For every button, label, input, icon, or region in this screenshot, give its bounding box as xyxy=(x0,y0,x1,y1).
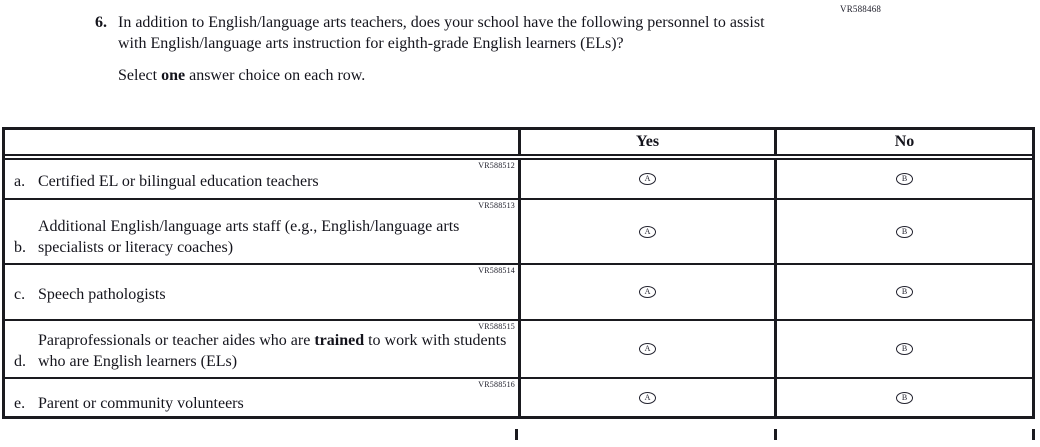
row-e-no-option-bubble[interactable]: B xyxy=(896,392,913,404)
row-b-yes-cell xyxy=(518,200,774,263)
row-d-yes-option-bubble[interactable]: A xyxy=(639,343,656,355)
row-e-no-cell xyxy=(774,379,1032,416)
question-text: In addition to English/language arts teachers, does your school have the following personnel to assist with English/language arts instruction for eighth-grade English learners (ELs)? xyxy=(118,14,765,52)
row-c-variable-code: VR588514 xyxy=(478,266,515,275)
row-d-no-option-bubble[interactable]: B xyxy=(896,343,913,355)
instruction-post: answer choice on each row. xyxy=(185,67,366,84)
table-row-e xyxy=(5,377,1032,416)
header-empty-cell xyxy=(5,130,518,154)
row-a-label-cell xyxy=(5,160,518,198)
row-a-letter: a. xyxy=(14,173,26,190)
row-e-variable-code: VR588516 xyxy=(478,380,515,389)
row-a-no-cell xyxy=(774,160,1032,198)
row-c-no-option-bubble[interactable]: B xyxy=(896,286,913,298)
table-row-b xyxy=(5,198,1032,263)
row-c-letter: c. xyxy=(14,286,26,303)
row-b-yes-option-bubble[interactable]: A xyxy=(639,226,656,238)
table-row-a xyxy=(5,160,1032,198)
row-b-item xyxy=(5,200,518,263)
header-yes-cell xyxy=(518,130,774,154)
row-b-text: Additional English/language arts staff (e.g., English/language arts specialists or literacy coaches) xyxy=(38,218,460,256)
yes-column-header: Yes xyxy=(635,133,660,150)
row-d-text-bold: trained xyxy=(314,332,365,349)
row-d-item xyxy=(5,321,518,377)
row-c-item xyxy=(5,265,518,319)
row-a-no-option-bubble[interactable]: B xyxy=(896,173,913,185)
column-border-stub xyxy=(1032,429,1035,440)
row-a-item xyxy=(5,160,518,198)
row-a-variable-code: VR588512 xyxy=(478,161,515,170)
row-c-label-cell xyxy=(5,265,518,319)
question-number: 6. xyxy=(95,14,107,31)
row-e-yes-option-bubble[interactable]: A xyxy=(639,392,656,404)
row-b-variable-code: VR588513 xyxy=(478,201,515,210)
column-border-stub xyxy=(774,429,777,440)
row-e-label-cell xyxy=(5,379,518,416)
form-variable-code: VR588468 xyxy=(840,4,882,14)
row-b-no-option-bubble[interactable]: B xyxy=(896,226,913,238)
row-d-no-cell xyxy=(774,321,1032,377)
row-a-text: Certified EL or bilingual education teachers xyxy=(38,173,319,190)
row-b-letter: b. xyxy=(14,239,26,256)
header-no-cell xyxy=(774,130,1032,154)
answer-table xyxy=(2,127,1035,419)
question-body xyxy=(118,12,768,86)
row-d-variable-code: VR588515 xyxy=(478,322,515,331)
no-column-header: No xyxy=(894,133,915,150)
row-b-no-cell xyxy=(774,200,1032,263)
row-b-label-cell xyxy=(5,200,518,263)
row-d-text xyxy=(38,330,512,372)
row-d-text-post: to work with students who are English learners (ELs) xyxy=(38,332,507,370)
row-e-letter: e. xyxy=(14,395,26,412)
question-instruction xyxy=(118,65,768,86)
row-d-text-pre: Paraprofessionals or teacher aides who are xyxy=(38,332,315,349)
row-e-item xyxy=(5,379,518,416)
instruction-pre: Select xyxy=(118,67,162,84)
row-e-text: Parent or community volunteers xyxy=(38,395,244,412)
row-c-yes-option-bubble[interactable]: A xyxy=(639,286,656,298)
row-c-yes-cell xyxy=(518,265,774,319)
row-a-yes-cell xyxy=(518,160,774,198)
table-row-d xyxy=(5,319,1032,377)
row-a-yes-option-bubble[interactable]: A xyxy=(639,173,656,185)
instruction-bold: one xyxy=(161,67,186,84)
table-row-c xyxy=(5,263,1032,319)
table-header-row xyxy=(5,130,1032,160)
row-d-yes-cell xyxy=(518,321,774,377)
question-block xyxy=(95,12,768,86)
row-c-no-cell xyxy=(774,265,1032,319)
column-border-stub xyxy=(515,429,518,440)
row-d-letter: d. xyxy=(14,353,26,370)
row-c-text: Speech pathologists xyxy=(38,286,166,303)
row-e-yes-cell xyxy=(518,379,774,416)
row-d-label-cell xyxy=(5,321,518,377)
